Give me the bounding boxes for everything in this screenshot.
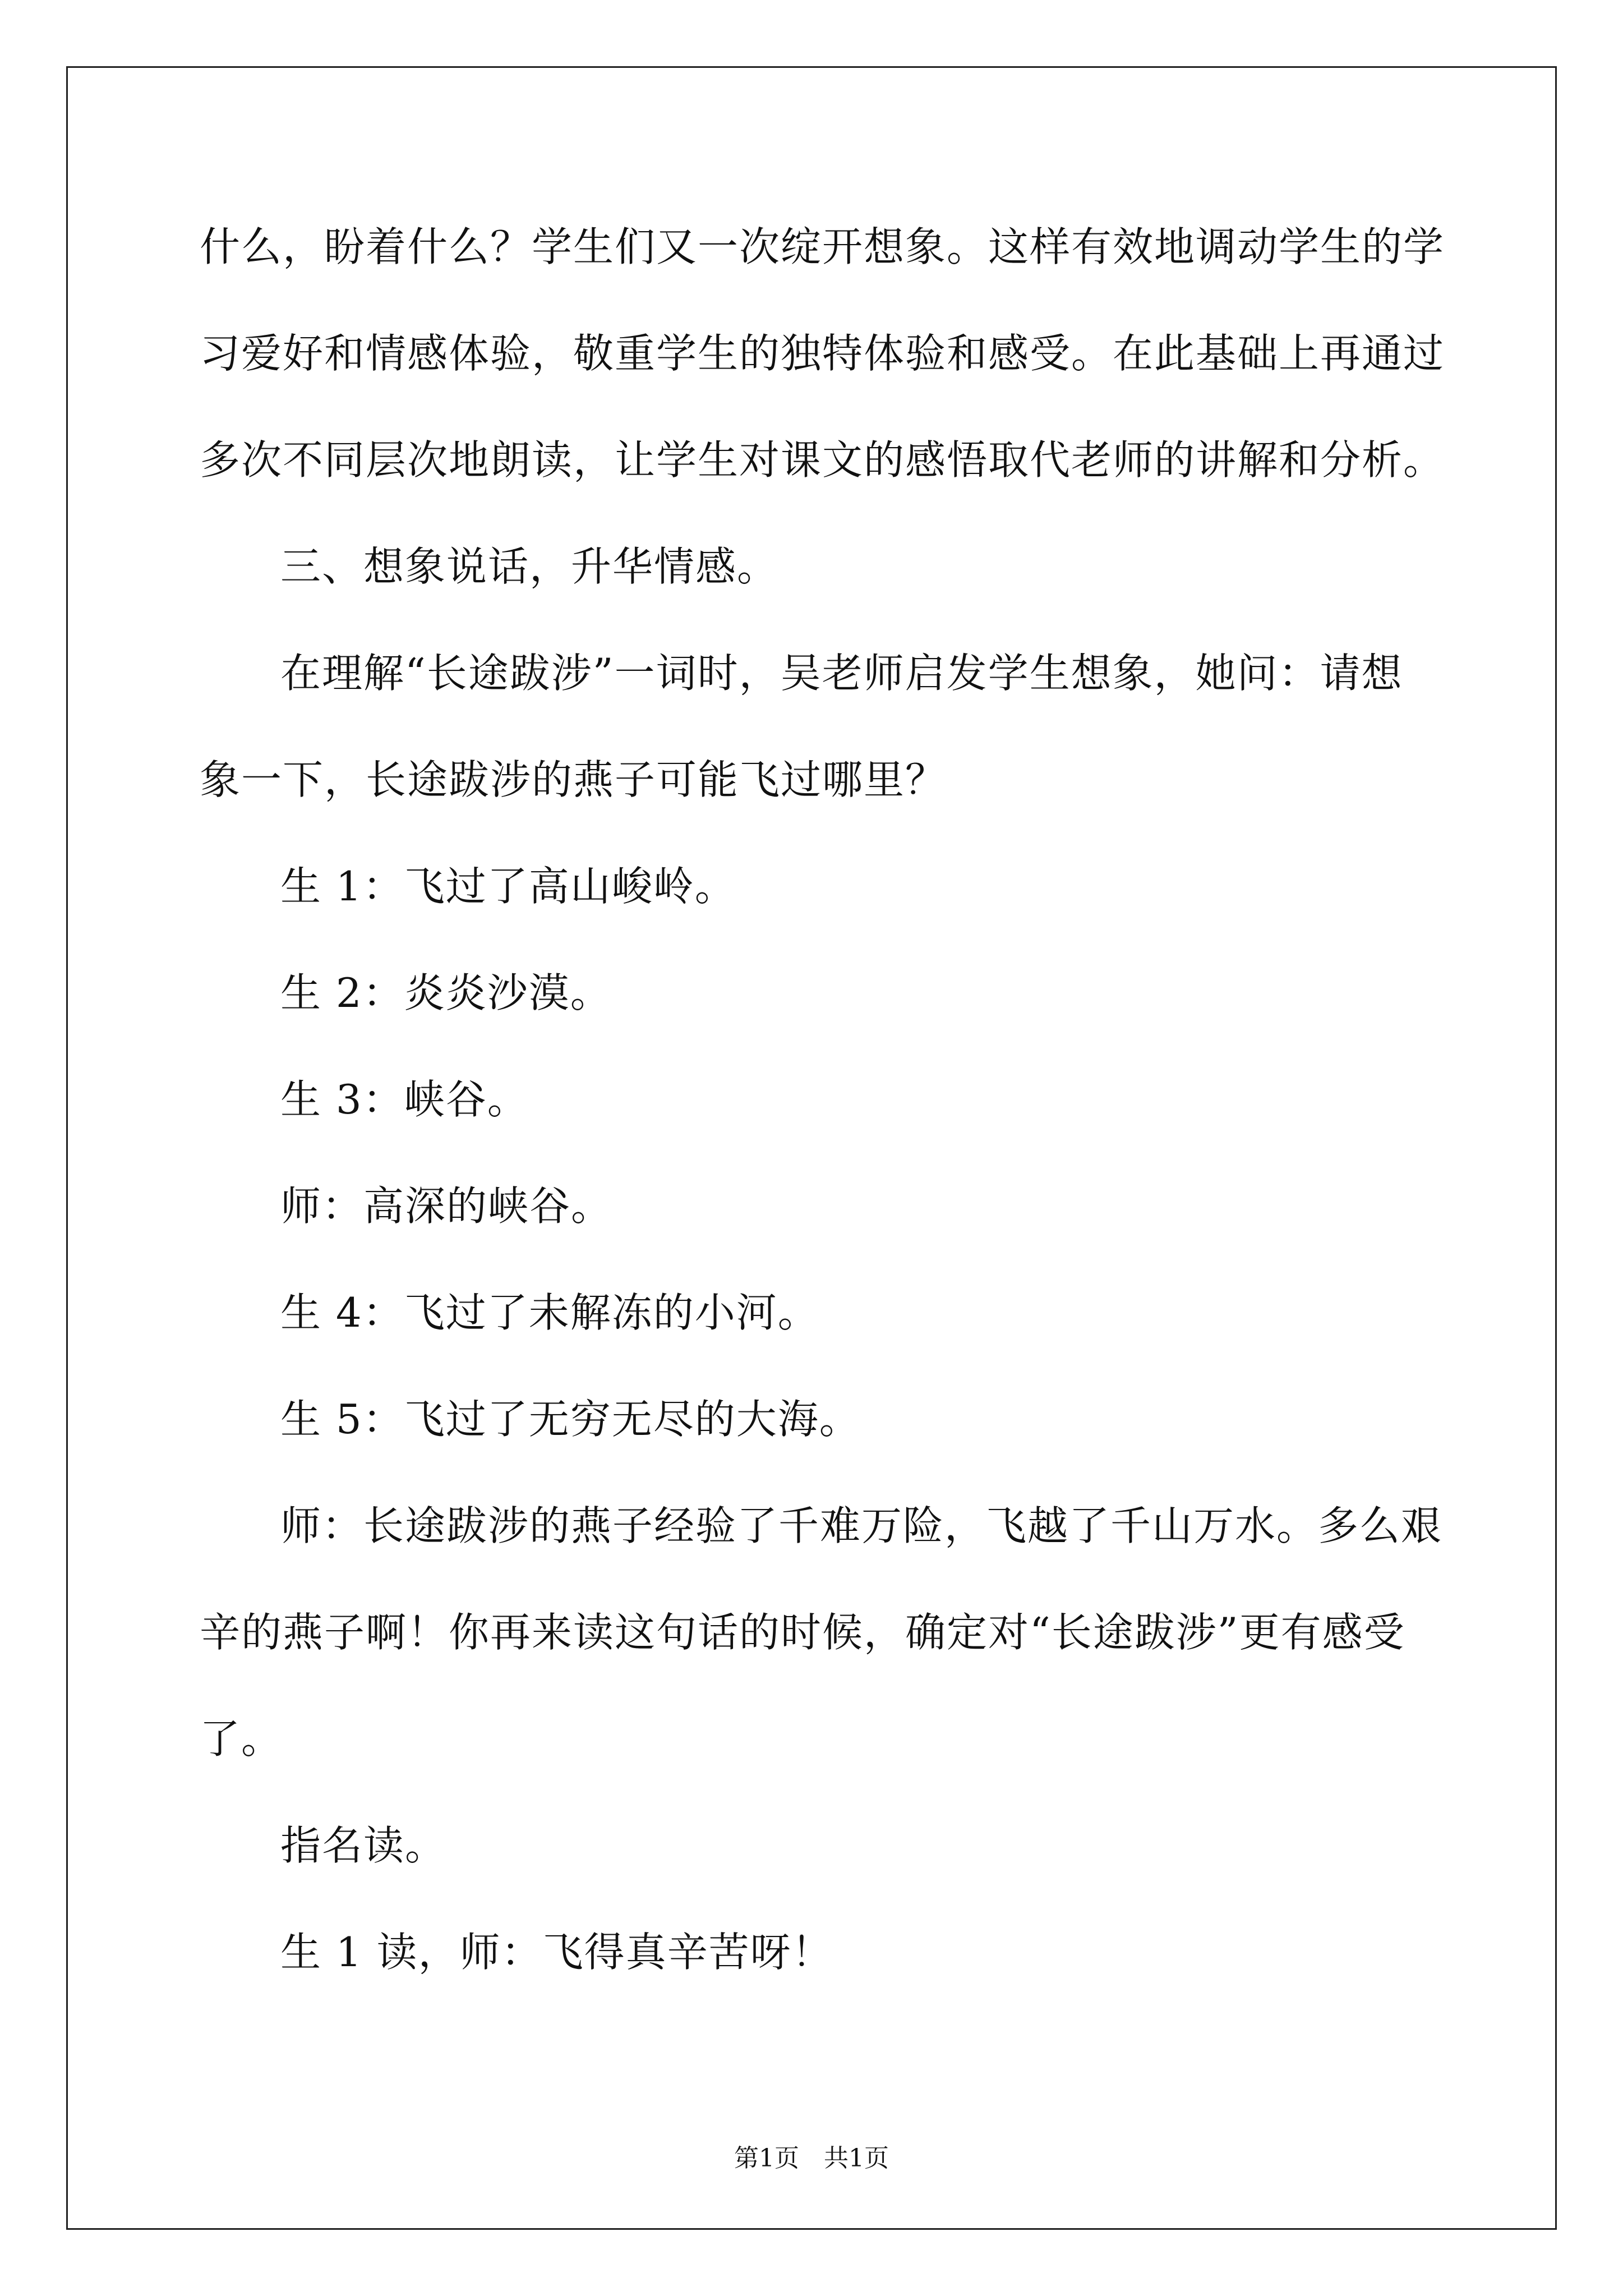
paragraph-line: 了。 <box>200 1715 283 1763</box>
page-number: 第1页 共1页 <box>734 2144 889 2173</box>
paragraph-line: 辛的燕子啊！你再来读这句话的时候，确定对“长途跋涉”更有感受 <box>200 1609 1405 1656</box>
paragraph-line: 什么，盼着什么？学生们又一次绽开想象。这样有效地调动学生的学 <box>200 223 1445 270</box>
paragraph-line: 指名读。 <box>280 1822 447 1869</box>
dialogue-line: 师：高深的峡谷。 <box>280 1182 613 1230</box>
paragraph-line: 象一下，长途跋涉的燕子可能飞过哪里？ <box>200 756 947 803</box>
dialogue-line: 生 1：飞过了高山峻岭。 <box>280 863 736 910</box>
section-heading: 三、想象说话，升华情感。 <box>280 543 779 590</box>
dialogue-line: 生 3：峡谷。 <box>280 1076 529 1123</box>
paragraph-line: 师：长途跋涉的燕子经验了千难万险，飞越了千山万水。多么艰 <box>280 1502 1443 1549</box>
page-border <box>66 66 1557 2230</box>
dialogue-line: 生 2：炎炎沙漠。 <box>280 969 612 1016</box>
paragraph-line: 多次不同层次地朗读，让学生对课文的感悟取代老师的讲解和分析。 <box>200 436 1445 484</box>
dialogue-line: 生 5：飞过了无穷无尽的大海。 <box>280 1396 861 1443</box>
paragraph-line: 习爱好和情感体验，敬重学生的独特体验和感受。在此基础上再通过 <box>200 330 1445 377</box>
paragraph-line: 在理解“长途跋涉”一词时，吴老师启发学生想象，她问：请想 <box>280 650 1403 697</box>
dialogue-line: 生 1 读，师：飞得真辛苦呀！ <box>280 1929 833 1976</box>
dialogue-line: 生 4：飞过了未解冻的小河。 <box>280 1289 819 1336</box>
